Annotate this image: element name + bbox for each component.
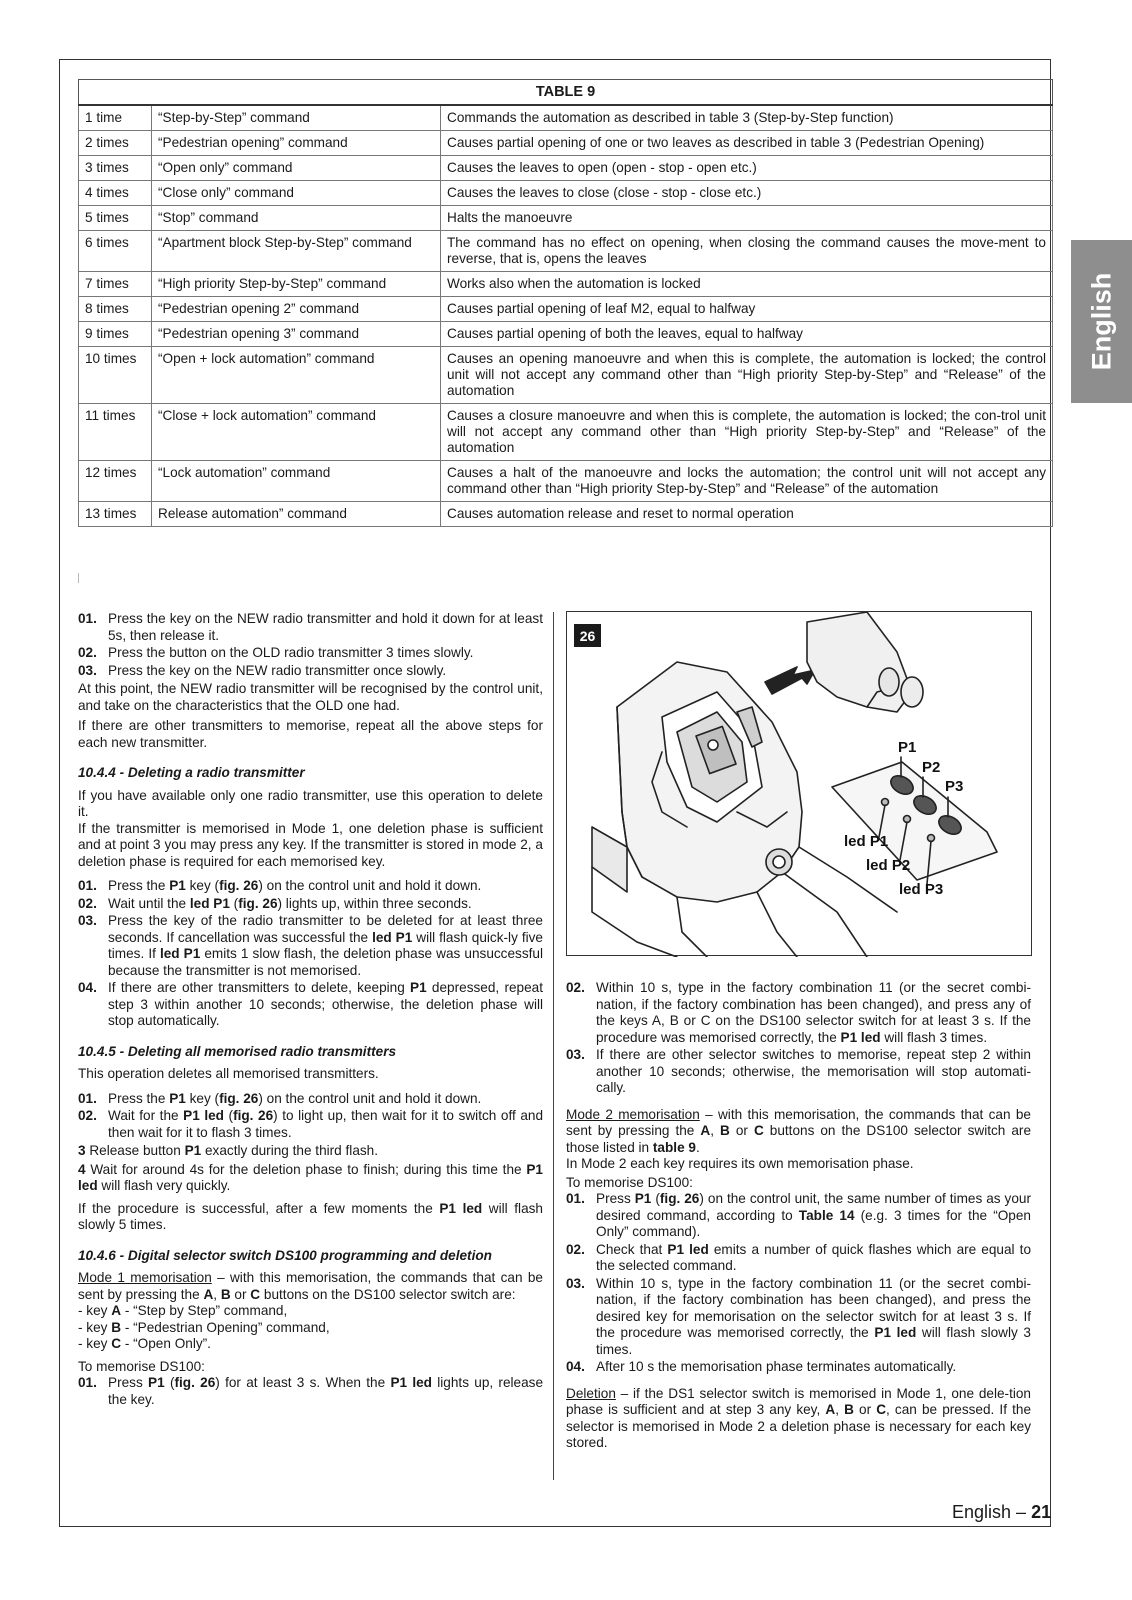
row-command-cell: “Open + lock automation” command xyxy=(152,347,441,404)
step: 01. Press the key on the NEW radio transmitter and hold it down for at least 5s, then release it. xyxy=(78,611,543,643)
row-command-cell: “Close only” command xyxy=(152,181,441,206)
side-tab-label: English xyxy=(1086,272,1117,371)
list-item: - key C - “Open Only”. xyxy=(78,1336,211,1351)
step: 01. Press P1 (fig. 26) on the control unit, the same number of times as your desired command, according to Table 14 (e.g. 3 times for the “Open Only” command). xyxy=(566,1191,1032,1239)
row-count-cell: 1 time xyxy=(79,105,152,131)
row-count-cell: 10 times xyxy=(79,347,152,404)
row-count-cell: 5 times xyxy=(79,206,152,231)
paragraph: At this point, the NEW radio transmitter will be recognised by the control unit, and take on the characteristics that the OLD one had. xyxy=(78,681,543,713)
table-row xyxy=(79,156,1053,181)
paragraph: If there are other transmitters to memorise, repeat all the above steps for each new transmitter. xyxy=(78,718,543,750)
row-command-cell: “Pedestrian opening 2” command xyxy=(152,297,441,322)
step: 01. Press the P1 key (fig. 26) on the control unit and hold it down. xyxy=(78,878,482,893)
row-command-cell: “Lock automation” command xyxy=(152,461,441,502)
table-row xyxy=(79,231,1053,272)
paragraph: In Mode 2 each key requires its own memorisation phase. xyxy=(566,1156,914,1171)
language-side-tab xyxy=(1071,240,1132,403)
row-count-cell: 3 times xyxy=(79,156,152,181)
step: 01. Press P1 (fig. 26) for at least 3 s. When the P1 led lights up, release the key. xyxy=(78,1375,544,1407)
row-description-cell: Halts the manoeuvre xyxy=(441,206,1053,231)
row-description-cell: Causes the leaves to close (close - stop - close etc.) xyxy=(441,181,1053,206)
callout-led-p1: led P1 xyxy=(844,833,889,850)
row-command-cell: “Close + lock automation” command xyxy=(152,404,441,461)
step: 03. Press the key of the radio transmitter to be deleted for at least three seconds. If cancellation was successful the led P1 will flash quick-ly five times. If led P1 emits 1 slow flash, the deletion phase was unsuccessful because the transmitter is not memorised. xyxy=(78,913,543,978)
paragraph: If the transmitter is memorised in Mode 1, one deletion phase is sufficient and at point 3 you may press any key. If the transmitter is stored in mode 2, a deletion phase is required for each memorised key. xyxy=(78,820,543,869)
callout-p3: P3 xyxy=(945,778,964,795)
paragraph: If the procedure is successful, after a few moments the P1 led will flash slowly 5 times. xyxy=(78,1200,543,1232)
row-count-cell: 11 times xyxy=(79,404,152,461)
row-count-cell: 2 times xyxy=(79,131,152,156)
row-description-cell: Causes partial opening of one or two leaves as described in table 3 (Pedestrian Opening) xyxy=(441,131,1053,156)
page-footer xyxy=(952,1502,1051,1523)
row-description-cell: Causes automation release and reset to normal operation xyxy=(441,502,1053,527)
page-number: 21 xyxy=(1031,1502,1052,1522)
section-heading: 10.4.6 - Digital selector switch DS100 programming and deletion xyxy=(78,1247,492,1263)
table-row xyxy=(79,272,1053,297)
step: 02. Check that P1 led emits a number of quick flashes which are equal to the selected command. xyxy=(566,1241,1032,1273)
row-command-cell: “Pedestrian opening 3” command xyxy=(152,322,441,347)
paragraph: To memorise DS100: xyxy=(566,1174,693,1190)
callout-p2: P2 xyxy=(922,759,941,776)
row-description-cell: Works also when the automation is locked xyxy=(441,272,1053,297)
row-description-cell: Causes an opening manoeuvre and when this is complete, the automation is locked; the control unit will not accept any command other than “High priority Step-by-Step” and “Release” of the automation xyxy=(441,347,1053,404)
table-9 xyxy=(78,79,1053,527)
table-row xyxy=(79,322,1053,347)
table-row xyxy=(79,297,1053,322)
table-row xyxy=(79,502,1053,527)
table-row xyxy=(79,105,1053,131)
left-column xyxy=(78,611,543,1409)
row-count-cell: 7 times xyxy=(79,272,152,297)
section-heading: 10.4.5 - Deleting all memorised radio transmitters xyxy=(78,1043,397,1059)
table-row xyxy=(79,461,1053,502)
row-count-cell: 13 times xyxy=(79,502,152,527)
callout-led-p3: led P3 xyxy=(899,881,944,898)
step: 03. Press the key on the NEW radio transmitter once slowly. xyxy=(78,662,447,678)
row-count-cell: 9 times xyxy=(79,322,152,347)
row-description-cell: Causes partial opening of leaf M2, equal to halfway xyxy=(441,297,1053,322)
row-count-cell: 8 times xyxy=(79,297,152,322)
footer-language: English – xyxy=(952,1502,1027,1522)
callout-led-p2: led P2 xyxy=(866,857,911,874)
figure-number-badge: 26 xyxy=(574,624,601,647)
table-title: TABLE 9 xyxy=(79,80,1053,106)
section-heading: 10.4.4 - Deleting a radio transmitter xyxy=(78,765,305,780)
paragraph: If you have available only one radio transmitter, use this operation to delete it. xyxy=(78,787,543,819)
step: 01. Press the P1 key (fig. 26) on the control unit and hold it down. xyxy=(78,1090,482,1106)
row-count-cell: 4 times xyxy=(79,181,152,206)
row-description-cell: Causes partial opening of both the leaves, equal to halfway xyxy=(441,322,1053,347)
step: 04. After 10 s the memorisation phase terminates automatically. xyxy=(566,1359,957,1374)
row-command-cell: “Open only” command xyxy=(152,156,441,181)
step: 02. Wait until the led P1 (fig. 26) lights up, within three seconds. xyxy=(78,895,472,911)
table-row xyxy=(79,206,1053,231)
row-command-cell: “Stop” command xyxy=(152,206,441,231)
row-count-cell: 12 times xyxy=(79,461,152,502)
step: 03. Within 10 s, type in the factory combination 11 (or the secret combi-nation, if the factory combination has been changed), and press the desired key for memorisation on the selector switch for at least 3 s. If the procedure was memorised correctly, the P1 led will flash slowly 3 times. xyxy=(566,1275,1031,1357)
row-count-cell: 6 times xyxy=(79,231,152,272)
table-body xyxy=(79,105,1053,527)
tick-mark xyxy=(78,573,79,583)
step: 02. Within 10 s, type in the factory combination 11 (or the secret combi-nation, if the factory combination has been changed), and press any of the keys A, B or C on the DS100 selector switch for at least 3 s. If the procedure was memorised correctly, the P1 led will flash 3 times. xyxy=(566,980,1031,1045)
paragraph: 3 Release button P1 exactly during the third flash. xyxy=(78,1143,379,1158)
row-command-cell: “High priority Step-by-Step” command xyxy=(152,272,441,297)
callout-p1: P1 xyxy=(898,739,917,756)
paragraph: Mode 2 memorisation – with this memorisation, the commands that can be sent by pressing the A, B or C buttons on the DS100 selector switch are those listed in table 9. xyxy=(566,1106,1032,1155)
paragraph: This operation deletes all memorised transmitters. xyxy=(78,1066,379,1081)
paragraph: 4 Wait for around 4s for the deletion phase to finish; during this time the P1 led will flash very quickly. xyxy=(78,1161,543,1193)
row-description-cell: The command has no effect on opening, when closing the command causes the move-ment to reverse, that is, opens the leaves xyxy=(441,231,1053,272)
right-column xyxy=(566,980,1031,1452)
table-row xyxy=(79,131,1053,156)
row-description-cell: Causes a halt of the manoeuvre and locks the automation; the control unit will not accept any command other than “High priority Step-by-Step” and “Release” of the automation xyxy=(441,461,1053,502)
step: 04. If there are other transmitters to delete, keeping P1 depressed, repeat step 3 within another 10 seconds; otherwise, the deletion phase will stop automatically. xyxy=(78,980,543,1028)
row-command-cell: “Apartment block Step-by-Step” command xyxy=(152,231,441,272)
table-row xyxy=(79,404,1053,461)
paragraph: Mode 1 memorisation – with this memorisation, the commands that can be sent by pressing the A, B or C buttons on the DS100 selector switch are: xyxy=(78,1270,543,1302)
table-row xyxy=(79,181,1053,206)
row-description-cell: Causes the leaves to open (open - stop - open etc.) xyxy=(441,156,1053,181)
step: 02. Press the button on the OLD radio transmitter 3 times slowly. xyxy=(78,645,474,660)
paragraph: Deletion – if the DS1 selector switch is memorised in Mode 1, one dele-tion phase is sufficient and at step 3 any key, A, B or C, can be pressed. If the selector is memorised in Mode 2 a deletion phase is necessary for each key stored. xyxy=(566,1385,1031,1450)
list-item: - key B - “Pedestrian Opening” command, xyxy=(78,1319,330,1335)
step: 02. Wait for the P1 led (fig. 26) to light up, then wait for it to switch off and then wait for it to flash 3 times. xyxy=(78,1108,543,1140)
paragraph: To memorise DS100: xyxy=(78,1358,205,1374)
column-divider xyxy=(553,612,554,1480)
step: 03. If there are other selector switches to memorise, repeat step 2 within another 10 seconds; otherwise, the memorisation will stop automati-cally. xyxy=(566,1047,1031,1095)
list-item: - key A - “Step by Step” command, xyxy=(78,1303,288,1318)
row-description-cell: Causes a closure manoeuvre and when this is complete, the automation is locked; the con-trol unit will not accept any command other than “High priority Step-by-Step” and “Release” of the automation xyxy=(441,404,1053,461)
row-command-cell: “Pedestrian opening” command xyxy=(152,131,441,156)
row-description-cell: Commands the automation as described in table 3 (Step-by-Step function) xyxy=(441,105,1053,131)
table-row xyxy=(79,347,1053,404)
row-command-cell: “Step-by-Step” command xyxy=(152,105,441,131)
row-command-cell: Release automation” command xyxy=(152,502,441,527)
